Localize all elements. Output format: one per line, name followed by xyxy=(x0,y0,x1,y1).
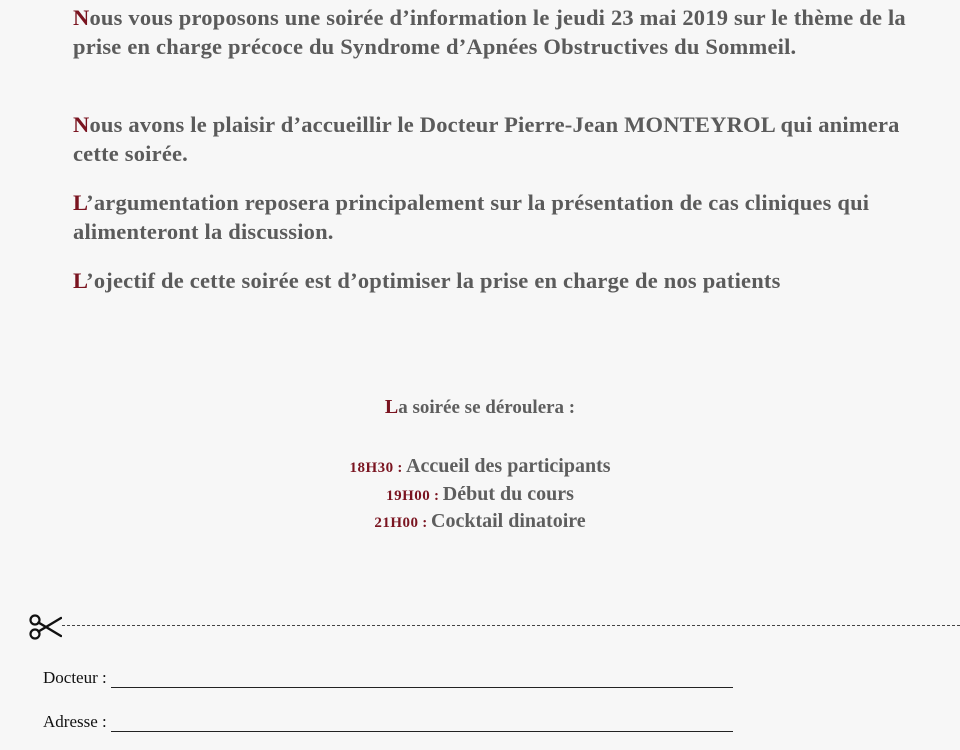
schedule-separator: : xyxy=(430,487,443,504)
doctor-field-row xyxy=(43,668,733,688)
paragraph-text: ’argumentation reposera principalement sur la présentation de cas cliniques qui alimenteront la discussion. xyxy=(73,190,870,244)
program-heading xyxy=(0,396,960,419)
address-field-row xyxy=(43,712,733,732)
paragraph-text: ous avons le plaisir d’accueillir le Docteur Pierre-Jean MONTEYROL qui animera cette soirée. xyxy=(73,112,900,166)
schedule-label: Cocktail dinatoire xyxy=(431,510,586,532)
scissors-icon xyxy=(28,612,62,642)
schedule-item xyxy=(0,482,960,510)
intro-paragraph-4 xyxy=(73,266,933,295)
schedule-item xyxy=(0,509,960,537)
drop-letter: L xyxy=(73,190,87,215)
paragraph-text: ’ojectif de cette soirée est d’optimiser la prise en charge de nos patients xyxy=(86,268,781,293)
schedule-label: Accueil des participants xyxy=(406,455,611,477)
intro-paragraph-3 xyxy=(73,188,933,246)
schedule-list xyxy=(0,454,960,537)
dashed-cut-line xyxy=(62,625,960,626)
drop-letter: N xyxy=(73,112,90,137)
doctor-field[interactable] xyxy=(111,669,733,688)
paragraph-text: ous vous proposons une soirée d’information le jeudi 23 mai 2019 sur le thème de la prise en charge précoce du Syndrome d’Apnées Obstructives du Sommeil. xyxy=(73,5,906,59)
schedule-time: 18H30 xyxy=(349,460,394,476)
schedule-separator: : xyxy=(418,515,432,531)
drop-letter: L xyxy=(384,396,399,418)
schedule-label: Début du cours xyxy=(442,482,574,505)
schedule-time: 19H00 xyxy=(386,487,431,504)
drop-letter: L xyxy=(73,268,87,293)
drop-letter: N xyxy=(73,5,90,30)
schedule-item xyxy=(0,454,960,482)
doctor-label: Docteur : xyxy=(43,668,107,687)
address-label: Adresse : xyxy=(43,712,107,731)
program-heading-text: a soirée se déroulera : xyxy=(398,397,576,418)
address-field[interactable] xyxy=(111,713,733,732)
schedule-separator: : xyxy=(393,460,407,476)
intro-paragraph-2 xyxy=(73,110,933,168)
intro-paragraph-1 xyxy=(73,3,933,61)
schedule-time: 21H00 xyxy=(374,515,419,531)
cut-line xyxy=(28,612,960,642)
